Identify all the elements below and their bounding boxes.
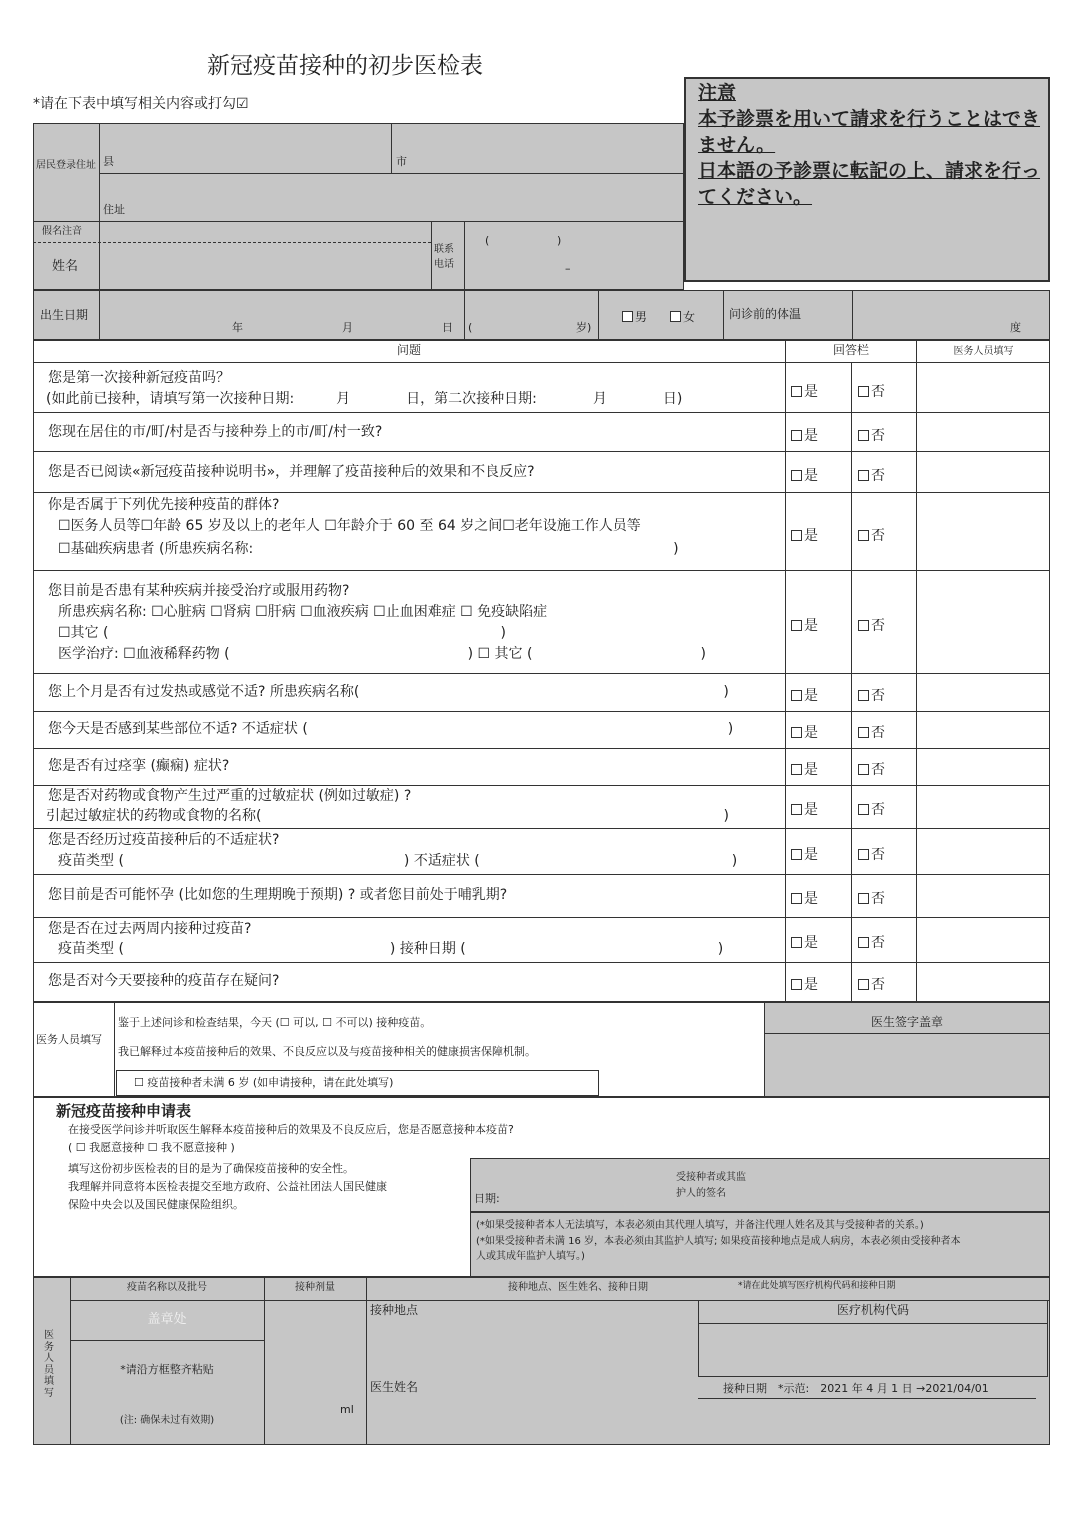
paste-instruction: *请沿方框整齐粘贴 bbox=[120, 1363, 214, 1376]
question-text: ☐其它 ( ) bbox=[44, 625, 506, 641]
institution-code-field[interactable] bbox=[702, 1327, 1044, 1374]
checkbox-icon bbox=[791, 937, 802, 948]
site-header: 接种地点、医生姓名、接种日期 bbox=[508, 1282, 648, 1293]
vaccine-name-header: 疫苗名称以及批号 bbox=[127, 1282, 207, 1293]
under-6-text: ☐ 疫苗接种者未满 6 岁 (如申请接种，请在此处填写) bbox=[134, 1076, 394, 1089]
doctor-name-field[interactable] bbox=[370, 1398, 694, 1442]
page-title: 新冠疫苗接种的初步医检表 bbox=[207, 53, 483, 79]
application-consent: 保险中央会以及国民健康保险组织。 bbox=[68, 1198, 244, 1211]
prefecture-field[interactable] bbox=[120, 128, 386, 170]
staff-column-header: 医务人员填写 bbox=[953, 346, 1014, 357]
checkbox-icon bbox=[858, 470, 869, 481]
address-field[interactable] bbox=[132, 178, 678, 218]
application-title: 新冠疫苗接种申请表 bbox=[56, 1102, 192, 1120]
name-label: 姓名 bbox=[52, 259, 79, 274]
checkbox-icon bbox=[791, 849, 802, 860]
city-field[interactable] bbox=[412, 128, 678, 170]
yes-checkbox[interactable]: 是 bbox=[791, 722, 818, 742]
doctor-name-label: 医生姓名 bbox=[370, 1380, 419, 1394]
question-text: ☐基础疾病患者 (所患疾病名称: ) bbox=[44, 541, 679, 557]
dose-header: 接种剂量 bbox=[295, 1282, 335, 1293]
temperature-label: 问诊前的体温 bbox=[729, 307, 802, 321]
question-text: 您是否在过去两周内接种过疫苗? bbox=[48, 921, 252, 937]
vaccination-date-line[interactable]: 接种日期 *示范: 2021 年 4 月 1 日 →2021/04/01 bbox=[723, 1382, 989, 1395]
checkbox-icon bbox=[791, 764, 802, 775]
application-choice[interactable]: ( ☐ 我愿意接种 ☐ 我不愿意接种 ) bbox=[68, 1141, 235, 1154]
birth-date-field[interactable] bbox=[104, 294, 460, 336]
yes-checkbox[interactable]: 是 bbox=[791, 465, 818, 485]
no-checkbox[interactable]: 否 bbox=[858, 465, 885, 485]
no-checkbox[interactable]: 否 bbox=[858, 759, 885, 779]
question-text: 您是否对药物或食物产生过严重的过敏症状 (例如过敏症) ? bbox=[48, 788, 412, 804]
question-text: 您是否对今天要接种的疫苗存在疑问? bbox=[48, 973, 280, 989]
phone-dash: – bbox=[565, 262, 571, 275]
temperature-unit: 度 bbox=[1010, 321, 1021, 334]
checkbox-icon bbox=[791, 530, 802, 541]
question-text: (如此前已接种，请填写第一次接种日期: 月 日，第二次接种日期: 月 日) bbox=[46, 391, 683, 407]
checkbox-icon bbox=[858, 893, 869, 904]
city-label: 市 bbox=[396, 155, 407, 168]
question-text: 所患疾病名称: ☐心脏病 ☐肾病 ☐肝病 ☐血液疾病 ☐止血困难症 ☐ 免疫缺陷症 bbox=[44, 604, 548, 620]
checkbox-icon bbox=[858, 430, 869, 441]
checkbox-icon bbox=[858, 386, 869, 397]
street-address-label: 住址 bbox=[103, 203, 125, 216]
question-column-header: 问题 bbox=[396, 343, 421, 357]
question-text: 你是否属于下列优先接种疫苗的群体? bbox=[48, 497, 280, 513]
staff-decision-text: 鉴于上述问诊和检查结果，今天 (☐ 可以, ☐ 不可以) 接种疫苗。 bbox=[118, 1016, 432, 1029]
checkbox-icon bbox=[858, 979, 869, 990]
checkbox-icon bbox=[791, 979, 802, 990]
record-side-label: 医务人员填写 bbox=[44, 1330, 54, 1399]
no-checkbox[interactable]: 否 bbox=[858, 932, 885, 952]
checkbox-icon bbox=[791, 620, 802, 631]
staff-explanation-text: 我已解释过本疫苗接种后的效果、不良反应以及与疫苗接种相关的健康损害保障机制。 bbox=[118, 1045, 536, 1058]
phone-label: 联系电话 bbox=[434, 244, 454, 270]
site-field[interactable] bbox=[370, 1320, 694, 1374]
day-label: 日 bbox=[442, 321, 453, 334]
checkbox-icon bbox=[791, 430, 802, 441]
temperature-field[interactable] bbox=[858, 294, 1006, 336]
month-label: 月 bbox=[342, 321, 353, 334]
question-text: 疫苗类型 ( ) 接种日期 ( ) bbox=[44, 941, 724, 957]
phone-paren-open: ( bbox=[485, 234, 490, 247]
male-checkbox[interactable]: 男 bbox=[622, 308, 647, 325]
yes-checkbox[interactable]: 是 bbox=[791, 685, 818, 705]
question-text: 您今天是否感到某些部位不适? 不适症状 ( ) bbox=[48, 721, 734, 737]
question-text: 引起过敏症状的药物或食物的名称( ) bbox=[46, 808, 729, 824]
notice-line: てください。 bbox=[698, 186, 813, 208]
checkbox-icon bbox=[858, 804, 869, 815]
question-text: 您是否经历过疫苗接种后的不适症状? bbox=[48, 832, 280, 848]
notice-box bbox=[684, 77, 1050, 282]
question-text: 疫苗类型 ( ) 不适症状 ( ) bbox=[44, 853, 738, 869]
question-text: 医学治疗: ☐血液稀释药物 ( ) ☐ 其它 ( ) bbox=[44, 646, 706, 662]
signature-label: 护人的签名 bbox=[676, 1188, 726, 1199]
signature-note: 人或其成年监护人填写。) bbox=[476, 1251, 585, 1262]
year-label: 年 bbox=[232, 321, 243, 334]
notice-title: 注意 bbox=[698, 82, 737, 104]
code-header: *请在此处填写医疗机构代码和接种日期 bbox=[738, 1281, 896, 1291]
phone-paren-close: ) bbox=[557, 234, 562, 247]
yes-checkbox[interactable]: 是 bbox=[791, 615, 818, 635]
no-checkbox[interactable]: 否 bbox=[858, 425, 885, 445]
no-checkbox[interactable]: 否 bbox=[858, 799, 885, 819]
no-checkbox[interactable]: 否 bbox=[858, 685, 885, 705]
application-consent: 我理解并同意将本医检表提交至地方政府、公益社团法人国民健康 bbox=[68, 1180, 387, 1193]
no-checkbox[interactable]: 否 bbox=[858, 888, 885, 908]
checkbox-icon bbox=[791, 893, 802, 904]
prefecture-label: 县 bbox=[103, 155, 114, 168]
site-label: 接种地点 bbox=[370, 1303, 419, 1317]
yes-checkbox[interactable]: 是 bbox=[791, 759, 818, 779]
notice-line: 日本語の予診票に転記の上、請求を行っ bbox=[698, 160, 1041, 182]
yes-checkbox[interactable]: 是 bbox=[791, 381, 818, 401]
checkbox-icon bbox=[791, 727, 802, 738]
question-text: 您是否已阅读«新冠疫苗接种说明书»，并理解了疫苗接种后的效果和不良反应? bbox=[48, 464, 535, 480]
stamp-area-label: 盖章处 bbox=[147, 1312, 187, 1327]
checkbox-icon bbox=[622, 311, 633, 322]
signature-note: (*如果受接种者未满 16 岁，本表必须由其监护人填写; 如果疫苗接种地点是成人病房，本表必须由受接种者本 bbox=[476, 1236, 961, 1247]
birth-label: 出生日期 bbox=[40, 308, 89, 322]
checkbox-icon bbox=[670, 311, 681, 322]
address-label: 居民登录住址 bbox=[36, 160, 96, 171]
checkbox-icon bbox=[858, 690, 869, 701]
yes-checkbox[interactable]: 是 bbox=[791, 799, 818, 819]
checkbox-icon bbox=[791, 690, 802, 701]
answer-column-header: 回答栏 bbox=[832, 343, 869, 357]
doctor-sign-label: 医生签字盖章 bbox=[870, 1015, 943, 1029]
no-checkbox[interactable]: 否 bbox=[858, 974, 885, 994]
age-field[interactable] bbox=[480, 294, 570, 336]
age-close: 岁) bbox=[576, 321, 592, 334]
no-checkbox[interactable]: 否 bbox=[858, 844, 885, 864]
yes-checkbox[interactable]: 是 bbox=[791, 888, 818, 908]
yes-checkbox[interactable]: 是 bbox=[791, 974, 818, 994]
dose-field[interactable] bbox=[268, 1304, 362, 1440]
yes-checkbox[interactable]: 是 bbox=[791, 525, 818, 545]
no-checkbox[interactable]: 否 bbox=[858, 722, 885, 742]
no-checkbox[interactable]: 否 bbox=[858, 525, 885, 545]
question-text: 您目前是否可能怀孕 (比如您的生理期晚于预期) ? 或者您目前处于哺乳期? bbox=[48, 887, 508, 903]
furigana-label: 假名注音 bbox=[42, 226, 82, 237]
signature-note: (*如果受接种者本人无法填写，本表必须由其代理人填写，并备注代理人姓名及其与受接种者的关系。) bbox=[476, 1220, 924, 1231]
notice-line: 本予診票を用いて請求を行うことはでき bbox=[698, 108, 1041, 130]
expiry-note: (注: 确保未过有效期) bbox=[119, 1415, 215, 1426]
signature-box[interactable] bbox=[470, 1158, 1050, 1212]
name-field[interactable] bbox=[101, 245, 429, 288]
vaccine-sticker-area[interactable] bbox=[72, 1342, 262, 1442]
instruction-text: *请在下表中填写相关内容或打勾☑ bbox=[33, 96, 249, 112]
phone-field[interactable] bbox=[468, 226, 680, 286]
application-purpose: 填写这份初步医检表的目的是为了确保疫苗接种的安全性。 bbox=[68, 1162, 354, 1175]
no-checkbox[interactable]: 否 bbox=[858, 615, 885, 635]
institution-code-label: 医疗机构代码 bbox=[836, 1303, 909, 1317]
checkbox-icon bbox=[791, 804, 802, 815]
date-label: 日期: bbox=[474, 1192, 500, 1205]
dose-unit: ml bbox=[340, 1403, 354, 1416]
question-text: 您目前是否患有某种疾病并接受治疗或服用药物? bbox=[48, 583, 350, 599]
no-checkbox[interactable]: 否 bbox=[858, 381, 885, 401]
question-text: 您上个月是否有过发热或感觉不适? 所患疾病名称( ) bbox=[48, 684, 729, 700]
question-text: ☐医务人员等☐年龄 65 岁及以上的老年人 ☐年龄介于 60 至 64 岁之间☐老年设施工作人员等 bbox=[44, 518, 641, 534]
checkbox-icon bbox=[791, 386, 802, 397]
question-text: 您现在居住的市/町/村是否与接种券上的市/町/村一致? bbox=[48, 424, 383, 440]
checkbox-icon bbox=[858, 620, 869, 631]
checkbox-icon bbox=[858, 530, 869, 541]
checkbox-icon bbox=[858, 849, 869, 860]
age-open: ( bbox=[468, 321, 473, 334]
question-text: 您是否有过痉挛 (癫痫) 症状? bbox=[48, 758, 230, 774]
notice-line: ません。 bbox=[698, 134, 776, 156]
yes-checkbox[interactable]: 是 bbox=[791, 844, 818, 864]
staff-label: 医务人员填写 bbox=[36, 1033, 102, 1046]
furigana-field[interactable] bbox=[101, 223, 429, 241]
checkbox-icon bbox=[858, 764, 869, 775]
checkbox-icon bbox=[858, 727, 869, 738]
yes-checkbox[interactable]: 是 bbox=[791, 932, 818, 952]
yes-checkbox[interactable]: 是 bbox=[791, 425, 818, 445]
female-checkbox[interactable]: 女 bbox=[670, 308, 695, 325]
signature-label: 受接种者或其监 bbox=[676, 1172, 746, 1183]
application-question: 在接受医学问诊并听取医生解释本疫苗接种后的效果及不良反应后，您是否愿意接种本疫苗? bbox=[68, 1123, 514, 1136]
question-text: 您是第一次接种新冠疫苗吗？ bbox=[48, 370, 230, 386]
checkbox-icon bbox=[858, 937, 869, 948]
checkbox-icon bbox=[791, 470, 802, 481]
